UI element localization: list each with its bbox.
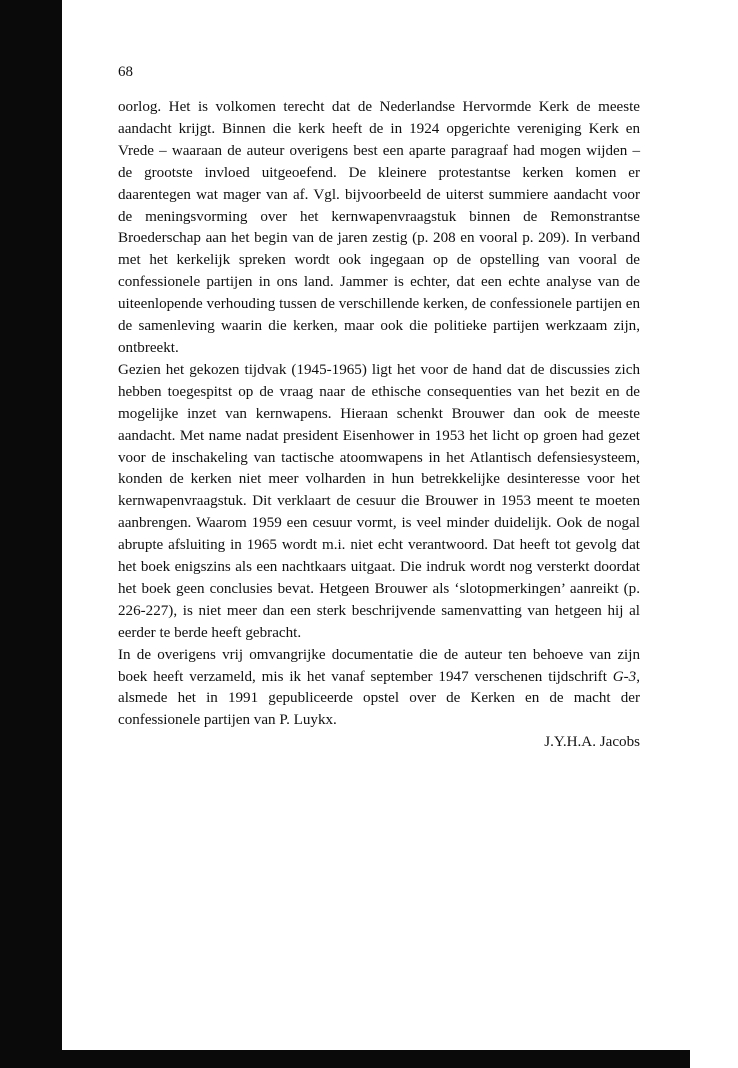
paragraph-2: Gezien het gekozen tijdvak (1945-1965) ligt het voor de hand dat de discussies zich hebben toegespitst op de vraag naar de ethische consequenties van het bezit en de mogelijke inzet van kernwapens. Hieraan schenkt Brouwer dan ook de meeste aandacht. Met name nadat president Eisenhower in 1953 het licht op groen had gezet voor de inschakeling van tactische atoomwapens in het Atlantisch defensiesysteem, konden de kerken niet meer volharden in hun betrekkelijke desinteresse voor het kernwapenvraagstuk. Dit verklaart de cesuur die Brouwer in 1953 meent te moeten aanbrengen. Waarom 1959 een cesuur vormt, is veel minder duidelijk. Ook de nogal abrupte afsluiting in 1965 wordt m.i. niet echt verantwoord. Dat heeft tot gevolg dat het boek enigszins als een nachtkaars uitgaat. Die indruk wordt nog versterkt doordat het boek geen conclusies bevat. Hetgeen Brouwer als ‘slotopmerkingen’ aanreikt (p. 226-227), is niet meer dan een sterk beschrijvende samenvatting van hetgeen hij al eerder te berde heeft gebracht. [118,361,640,641]
page-number: 68 [118,64,133,80]
journal-title: G-3 [612,668,637,685]
paragraph-3-text-end: , alsmede het in 1991 gepubliceerde opstel over de Kerken en de macht der confessionele partijen van P. Luykx. [118,668,640,729]
scan-border-bottom [0,1050,690,1068]
scan-border-left [0,0,62,1068]
author-signature: J.Y.H.A. Jacobs [544,734,640,751]
paragraph-3-text-start: In de overigens vrij omvangrijke documentatie die de auteur ten behoeve van zijn boek heeft verzameld, mis ik het vanaf september 1947 verschenen tijdschrift [118,646,640,685]
paragraph-3 [118,645,640,733]
paragraph-1: oorlog. Het is volkomen terecht dat de Nederlandse Hervormde Kerk de meeste aandacht krijgt. Binnen die kerk heeft de in 1924 opgerichte vereniging Kerk en Vrede – waaraan de auteur overigens best een aparte paragraaf had mogen wijden – de grootste invloed uitgeoefend. De kleinere protestantse kerken komen er daarentegen wat mager van af. Vgl. bijvoorbeeld de uiterst summiere aandacht voor de meningsvorming over het kernwapenvraagstuk binnen de Remonstrantse Broederschap aan het begin van de jaren zestig (p. 208 en vooral p. 209). In verband met het kerkelijk spreken wordt ook ingegaan op de opstelling van vooral de confessionele partijen in ons land. Jammer is echter, dat een echte analyse van de uiteenlopende verhouding tussen de verschillende kerken, de confessionele partijen en de samenleving waarin die kerken, maar ook die politieke partijen werkzaam zijn, ontbreekt. [118,99,640,356]
document-page [118,62,640,754]
